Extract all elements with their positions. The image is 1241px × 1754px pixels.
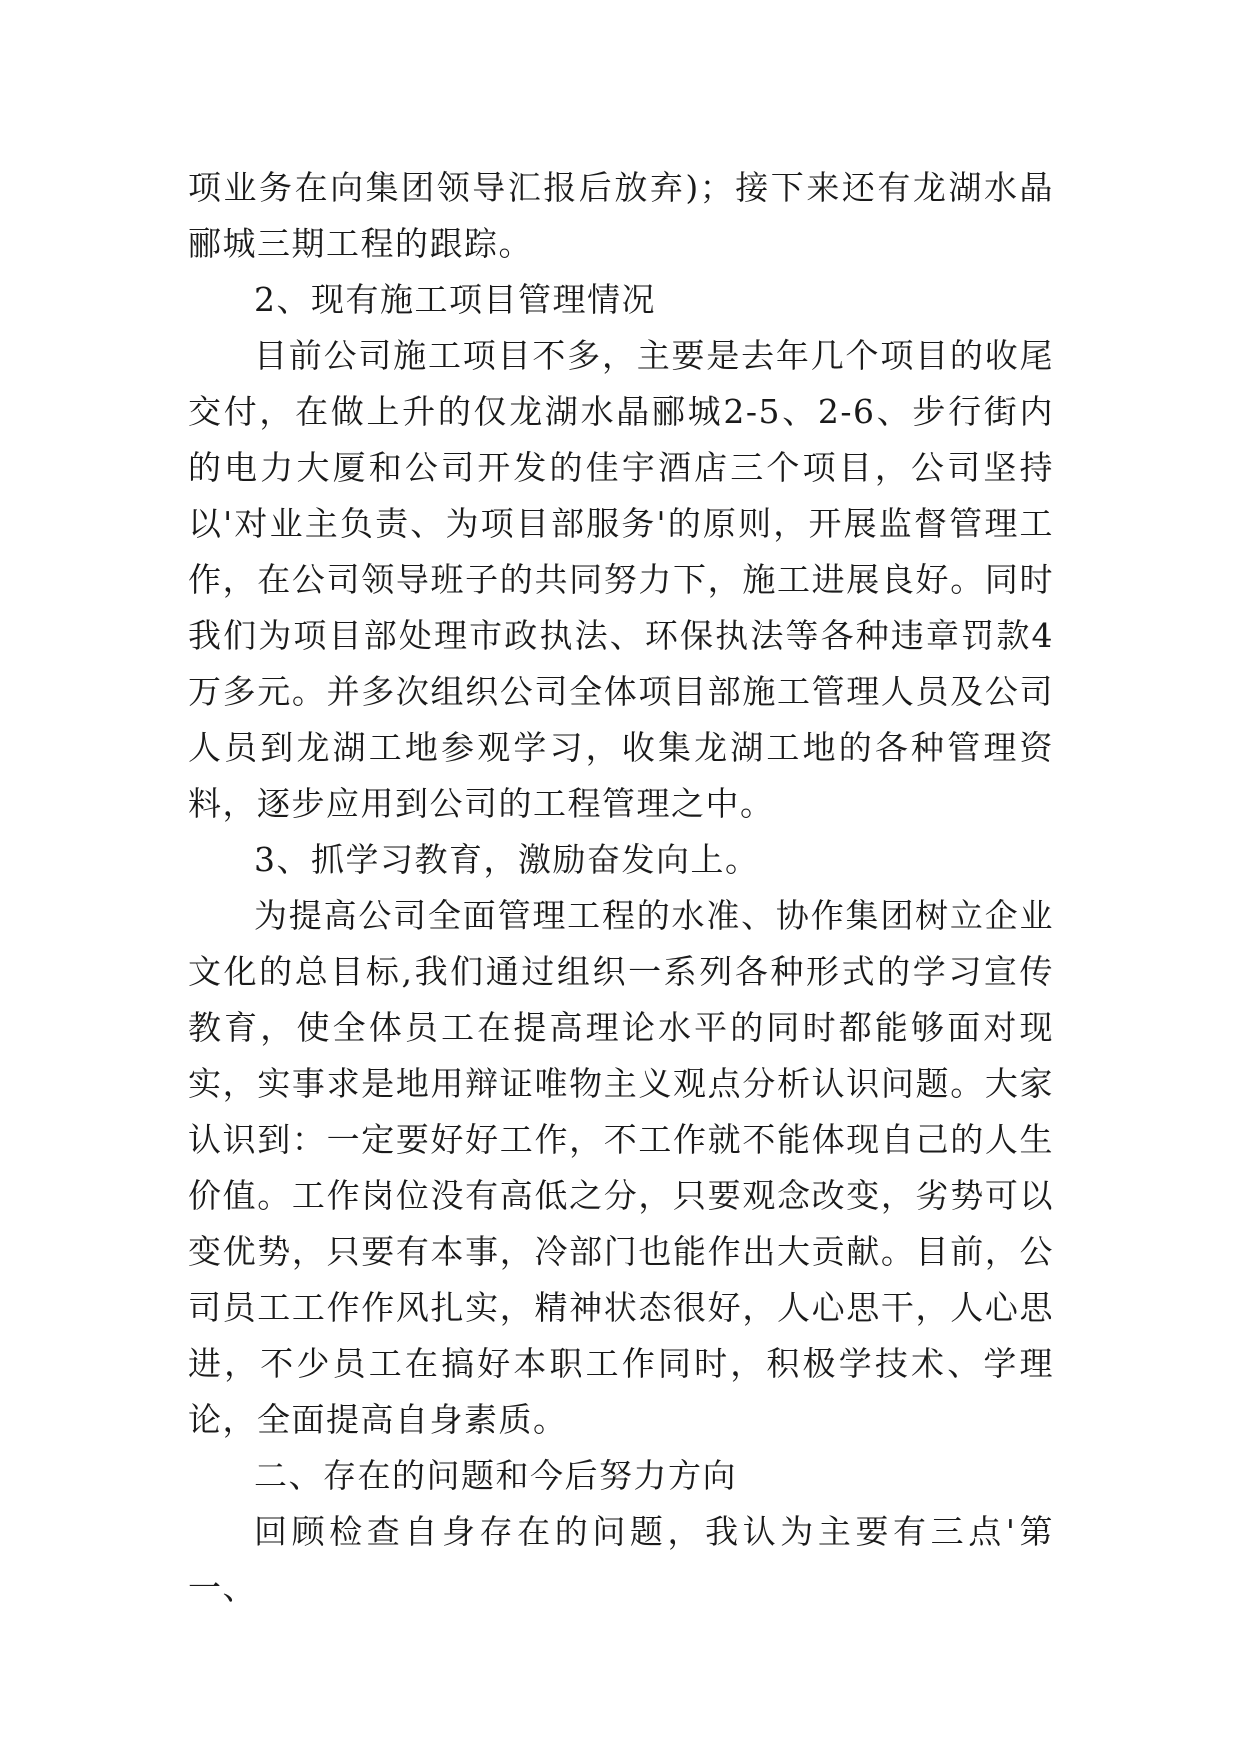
paragraph-problems-review: 回顾检查自身存在的问题，我认为主要有三点'第一、 [188, 1512, 1054, 1607]
document-body [188, 160, 1054, 1616]
paragraph-continued: 项业务在向集团领导汇报后放弃)；接下来还有龙湖水晶郦城三期工程的跟踪。 [188, 168, 1054, 263]
section-heading-project-management: 2、现有施工项目管理情况 [254, 280, 656, 319]
paragraph-learning-education: 为提高公司全面管理工程的水准、协作集团树立企业文化的总目标,我们通过组织一系列各种形式的学习宣传教育，使全体员工在提高理论水平的同时都能够面对现实，实事求是地用辩证唯物主义观点分析认识问题。大家认识到：一定要好好工作，不工作就不能体现自己的人生价值。工作岗位没有高低之分，只要观念改变，劣势可以变优势，只要有本事，冷部门也能作出大贡献。目前，公司员工工作作风扎实，精神状态很好，人心思干，人心思进，不少员工在搞好本职工作同时，积极学技术、学理论，全面提高自身素质。 [188, 896, 1054, 1439]
paragraph-project-management: 目前公司施工项目不多，主要是去年几个项目的收尾交付，在做上升的仅龙湖水晶郦城2-5、2-6、步行街内的电力大厦和公司开发的佳宇酒店三个项目，公司坚持以'对业主负责、为项目部服务'的原则，开展监督管理工作，在公司领导班子的共同努力下，施工进展良好。同时我们为项目部处理市政执法、环保执法等各种违章罚款4万多元。并多次组织公司全体项目部施工管理人员及公司人员到龙湖工地参观学习，收集龙湖工地的各种管理资料，逐步应用到公司的工程管理之中。 [188, 336, 1054, 823]
section-heading-learning-education: 3、抓学习教育，激励奋发向上。 [254, 840, 760, 879]
section-heading-problems-direction: 二、存在的问题和今后努力方向 [254, 1456, 737, 1495]
